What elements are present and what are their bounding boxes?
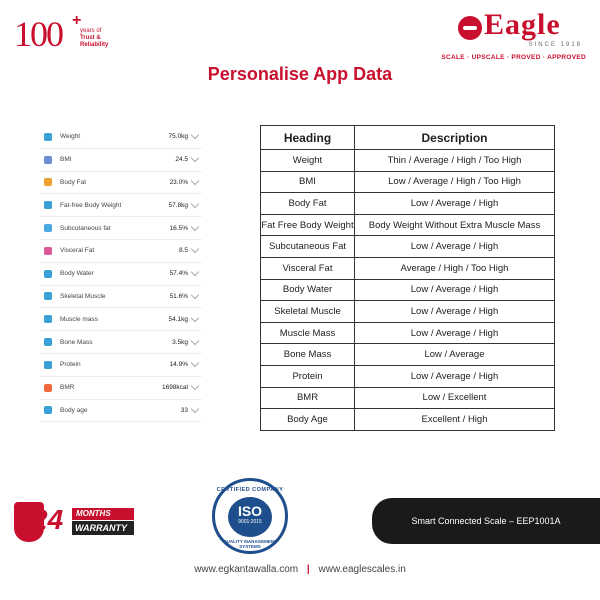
warranty-label: WARRANTY (72, 521, 134, 535)
chevron-down-icon[interactable] (191, 177, 199, 185)
table-cell-heading: Body Age (261, 409, 355, 431)
metric-label: Bone Mass (60, 338, 93, 346)
table-cell-description: Low / Average / High (355, 279, 555, 301)
metric-icon (44, 201, 52, 209)
anniversary-line2: Trust & (80, 35, 101, 41)
chevron-down-icon[interactable] (191, 336, 199, 344)
table-cell-heading: Body Fat (261, 193, 355, 215)
app-list-item[interactable] (40, 149, 202, 172)
table-cell-description: Low / Average / High (355, 301, 555, 323)
table-cell-heading: Skeletal Muscle (261, 301, 355, 323)
metric-icon (44, 315, 52, 323)
table-row (261, 150, 555, 172)
metric-label: Body age (60, 406, 88, 414)
anniversary-plus: + (72, 12, 82, 29)
table-row (261, 279, 555, 301)
metric-icon (44, 406, 52, 414)
iso-certification-badge (212, 478, 288, 554)
metrics-description-table (260, 125, 555, 431)
chevron-down-icon[interactable] (191, 245, 199, 253)
metric-value: 57.4% (169, 270, 188, 278)
metric-value: 14.9% (169, 361, 188, 369)
metric-icon (44, 133, 52, 141)
metric-value: 33 (180, 406, 188, 414)
footer-link-eaglescales[interactable]: www.eaglescales.in (318, 564, 406, 575)
metric-icon (44, 156, 52, 164)
metric-value: 75.0kg (168, 133, 188, 141)
app-list-item[interactable] (40, 172, 202, 195)
eagle-emblem-icon (458, 16, 482, 40)
chevron-down-icon[interactable] (191, 314, 199, 322)
app-list-item[interactable] (40, 263, 202, 286)
metric-label: Subcutaneous fat (60, 224, 111, 232)
metric-value: 3.5kg (172, 338, 188, 346)
anniversary-number: 100 (14, 14, 62, 54)
chevron-down-icon[interactable] (191, 291, 199, 299)
metric-icon (44, 361, 52, 369)
app-list-item[interactable] (40, 377, 202, 400)
table-row (261, 301, 555, 323)
app-list-item[interactable] (40, 126, 202, 149)
table-row (261, 214, 555, 236)
warranty-number: 24 (32, 504, 64, 535)
metric-label: Protein (60, 361, 81, 369)
table-cell-heading: Weight (261, 150, 355, 172)
app-list-item[interactable] (40, 240, 202, 263)
table-row (261, 409, 555, 431)
table-row (261, 257, 555, 279)
eagle-brand-logo (441, 8, 586, 70)
table-cell-description: Low / Average / High (355, 322, 555, 344)
table-cell-heading: Bone Mass (261, 344, 355, 366)
table-row (261, 365, 555, 387)
metric-label: Skeletal Muscle (60, 292, 106, 300)
chevron-down-icon[interactable] (191, 382, 199, 390)
metric-label: Weight (60, 133, 81, 141)
page-title: Personalise App Data (207, 64, 393, 84)
metric-label: Fat-free Body Weight (60, 201, 122, 209)
table-cell-description: Low / Average / High / Too High (355, 171, 555, 193)
metric-value: 57.8kg (168, 201, 188, 209)
metric-label: BMI (60, 156, 72, 164)
table-row (261, 322, 555, 344)
product-name: Smart Connected Scale – EEP1001A (411, 516, 561, 526)
table-cell-description: Low / Average / High (355, 365, 555, 387)
brand-tagline: SCALE · UPSCALE · PROVED · APPROVED (441, 54, 586, 61)
iso-top-text: CERTIFIED COMPANY (216, 487, 284, 493)
table-cell-description: Thin / Average / High / Too High (355, 150, 555, 172)
metric-value: 54.1kg (168, 315, 188, 323)
warranty-months: MONTHS (72, 508, 134, 520)
metric-value: 8.5 (178, 247, 188, 255)
metric-label: BMR (60, 384, 75, 392)
footer-separator: | (306, 564, 310, 575)
table-cell-description: Low / Average / High (355, 193, 555, 215)
footer-link-egkantawalla[interactable]: www.egkantawalla.com (194, 564, 299, 575)
table-cell-heading: BMI (261, 171, 355, 193)
metric-icon (44, 224, 52, 232)
app-list-item[interactable] (40, 308, 202, 331)
metric-label: Muscle mass (60, 315, 98, 323)
product-name-banner (372, 498, 600, 544)
iso-bottom-text: QUALITY MANAGEMENT SYSTEMS (223, 539, 277, 549)
table-cell-heading: Muscle Mass (261, 322, 355, 344)
table-cell-heading: Body Water (261, 279, 355, 301)
chevron-down-icon[interactable] (191, 405, 199, 413)
metric-label: Visceral Fat (60, 247, 95, 255)
app-metrics-list (40, 126, 202, 422)
table-cell-description: Body Weight Without Extra Muscle Mass (355, 214, 555, 236)
table-cell-heading: Visceral Fat (261, 257, 355, 279)
table-cell-description: Low / Average / High (355, 236, 555, 258)
table-cell-heading: Protein (261, 365, 355, 387)
table-cell-description: Low / Excellent (355, 387, 555, 409)
table-cell-heading: Subcutaneous Fat (261, 236, 355, 258)
metric-value: 16.5% (169, 224, 188, 232)
chevron-down-icon[interactable] (191, 268, 199, 276)
header-description: Description (355, 126, 555, 150)
table-row (261, 236, 555, 258)
brand-since: SINCE 1918 (528, 42, 582, 48)
app-list-item[interactable] (40, 331, 202, 354)
app-list-item[interactable] (40, 194, 202, 217)
table-cell-heading: BMR (261, 387, 355, 409)
metric-icon (44, 247, 52, 255)
table-cell-description: Average / High / Too High (355, 257, 555, 279)
metric-value: 1698kcal (161, 384, 188, 392)
metric-value: 24.5 (175, 156, 188, 164)
anniversary-text (80, 28, 130, 49)
anniversary-logo (14, 14, 124, 58)
table-header-row (261, 126, 555, 150)
table-cell-heading: Fat Free Body Weight (261, 214, 355, 236)
anniversary-line1: years of (80, 28, 102, 34)
app-list-item[interactable] (40, 217, 202, 240)
metric-label: Body Water (60, 270, 94, 278)
iso-number: 9001:2015 (238, 519, 262, 525)
metric-value: 51.6% (169, 292, 188, 300)
metric-icon (44, 338, 52, 346)
warranty-badge (14, 500, 132, 544)
chevron-down-icon[interactable] (191, 200, 199, 208)
table-row (261, 193, 555, 215)
table-cell-description: Low / Average (355, 344, 555, 366)
app-list-item[interactable] (40, 354, 202, 377)
table-row (261, 344, 555, 366)
metric-icon (44, 292, 52, 300)
metric-value: 23.0% (169, 178, 188, 186)
chevron-down-icon[interactable] (191, 359, 199, 367)
footer-links (0, 564, 600, 575)
app-list-item[interactable] (40, 400, 202, 423)
anniversary-line3: Reliability (80, 42, 109, 48)
metric-icon (44, 270, 52, 278)
metric-icon (44, 384, 52, 392)
table-cell-description: Excellent / High (355, 409, 555, 431)
app-list-item[interactable] (40, 286, 202, 309)
chevron-down-icon[interactable] (191, 222, 199, 230)
iso-name: ISO (237, 503, 263, 519)
chevron-down-icon[interactable] (191, 154, 199, 162)
table-row (261, 171, 555, 193)
chevron-down-icon[interactable] (191, 131, 199, 139)
header-heading: Heading (261, 126, 355, 150)
table-row (261, 387, 555, 409)
metric-icon (44, 178, 52, 186)
brand-name: Eagle (484, 8, 561, 41)
metric-label: Body Fat (60, 178, 87, 186)
